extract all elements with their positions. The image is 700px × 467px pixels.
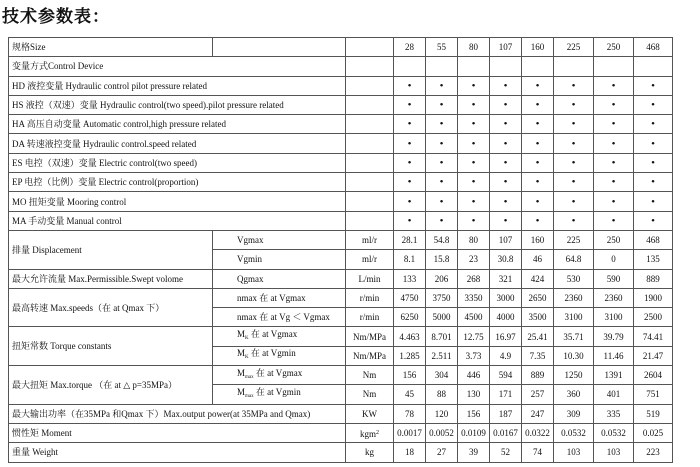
- power-label: 最大输出功率（在35MPa 和Qmax 下）Max.output power(at 35MPa and Qmax): [9, 404, 346, 423]
- value-cell: 594: [490, 366, 522, 385]
- symbol-cell: nmax 在 at Vg ＜ Vgmax: [213, 308, 346, 327]
- value-cell: 0.0109: [458, 423, 490, 442]
- availability-dot: •: [458, 211, 490, 230]
- availability-dot: •: [394, 76, 426, 95]
- availability-dot: •: [426, 153, 458, 172]
- availability-dot: •: [490, 115, 522, 134]
- value-cell: 39.79: [594, 327, 634, 346]
- availability-dot: •: [458, 134, 490, 153]
- availability-dot: •: [522, 192, 554, 211]
- value-cell: 160: [522, 230, 554, 249]
- value-cell: 2650: [522, 288, 554, 307]
- size-cell: 28: [394, 38, 426, 57]
- value-cell: 54.8: [426, 230, 458, 249]
- availability-dot: •: [522, 76, 554, 95]
- availability-dot: •: [594, 153, 634, 172]
- row-es: [9, 153, 673, 172]
- availability-dot: •: [426, 192, 458, 211]
- availability-dot: •: [426, 211, 458, 230]
- availability-dot: •: [426, 134, 458, 153]
- value-cell: 11.46: [594, 346, 634, 365]
- value-cell: 39: [458, 443, 490, 462]
- page-title: 技术参数表：: [2, 7, 110, 27]
- value-cell: 135: [634, 250, 673, 269]
- value-cell: 74.41: [634, 327, 673, 346]
- unit-cell: Nm: [346, 366, 394, 385]
- value-cell: 45: [394, 385, 426, 404]
- availability-dot: •: [594, 95, 634, 114]
- availability-dot: •: [522, 95, 554, 114]
- size-cell: 55: [426, 38, 458, 57]
- unit-cell: KW: [346, 404, 394, 423]
- availability-dot: •: [634, 192, 673, 211]
- size-cell: 468: [634, 38, 673, 57]
- availability-dot: •: [490, 173, 522, 192]
- value-cell: 206: [426, 269, 458, 288]
- row-speed-a: [9, 288, 673, 307]
- row-hd: [9, 76, 673, 95]
- value-cell: 321: [490, 269, 522, 288]
- availability-dot: •: [634, 95, 673, 114]
- row-displacement-vgmax: [9, 230, 673, 249]
- value-cell: 4500: [458, 308, 490, 327]
- availability-dot: •: [594, 192, 634, 211]
- unit-cell: r/min: [346, 288, 394, 307]
- unit-cell: r/min: [346, 308, 394, 327]
- availability-dot: •: [594, 211, 634, 230]
- row-max-torque-a: [9, 366, 673, 385]
- value-cell: 171: [490, 385, 522, 404]
- hd-label: HD 液控变量 Hydraulic control pilot pressure related: [9, 76, 346, 95]
- value-cell: 2604: [634, 366, 673, 385]
- availability-dot: •: [458, 192, 490, 211]
- value-cell: 74: [522, 443, 554, 462]
- value-cell: 16.97: [490, 327, 522, 346]
- value-cell: 6250: [394, 308, 426, 327]
- value-cell: 1900: [634, 288, 673, 307]
- ma-label: MA 手动变量 Manual control: [9, 211, 346, 230]
- availability-dot: •: [490, 153, 522, 172]
- value-cell: 0: [594, 250, 634, 269]
- value-cell: 446: [458, 366, 490, 385]
- availability-dot: •: [458, 115, 490, 134]
- speed-label: 最高转速 Max.speeds（在 at Qmax 下）: [9, 288, 213, 327]
- da-label: DA 转速液控变量 Hydraulic control.speed related: [9, 134, 346, 153]
- unit-cell: L/min: [346, 269, 394, 288]
- unit-cell: ml/r: [346, 230, 394, 249]
- size-cell: 80: [458, 38, 490, 57]
- value-cell: 225: [554, 230, 594, 249]
- value-cell: 247: [522, 404, 554, 423]
- value-cell: 5000: [426, 308, 458, 327]
- symbol-cell: $M_{max}$ 在 at Vgmax: [213, 366, 346, 385]
- value-cell: 401: [594, 385, 634, 404]
- availability-dot: •: [634, 115, 673, 134]
- size-cell: 107: [490, 38, 522, 57]
- value-cell: 8.701: [426, 327, 458, 346]
- unit-cell: kg: [346, 443, 394, 462]
- value-cell: 0.025: [634, 423, 673, 442]
- availability-dot: •: [594, 134, 634, 153]
- size-cell: 250: [594, 38, 634, 57]
- availability-dot: •: [634, 134, 673, 153]
- value-cell: 30.8: [490, 250, 522, 269]
- value-cell: 3100: [554, 308, 594, 327]
- value-cell: 530: [554, 269, 594, 288]
- availability-dot: •: [554, 76, 594, 95]
- mo-label: MO 扭矩变量 Mooring control: [9, 192, 346, 211]
- value-cell: 2360: [594, 288, 634, 307]
- availability-dot: •: [458, 153, 490, 172]
- row-ma: [9, 211, 673, 230]
- size-cell: 160: [522, 38, 554, 57]
- value-cell: 0.0167: [490, 423, 522, 442]
- value-cell: 133: [394, 269, 426, 288]
- value-cell: 156: [458, 404, 490, 423]
- availability-dot: •: [554, 192, 594, 211]
- row-flow: [9, 269, 673, 288]
- es-label: ES 电控（双速）变量 Electric control(two speed): [9, 153, 346, 172]
- value-cell: 3350: [458, 288, 490, 307]
- value-cell: 268: [458, 269, 490, 288]
- value-cell: 88: [426, 385, 458, 404]
- availability-dot: •: [594, 173, 634, 192]
- availability-dot: •: [522, 134, 554, 153]
- value-cell: 3.73: [458, 346, 490, 365]
- value-cell: 2360: [554, 288, 594, 307]
- value-cell: 519: [634, 404, 673, 423]
- row-mo: [9, 192, 673, 211]
- value-cell: 3100: [594, 308, 634, 327]
- value-cell: 130: [458, 385, 490, 404]
- availability-dot: •: [634, 173, 673, 192]
- inertia-label: 惯性矩 Moment: [9, 423, 346, 442]
- value-cell: 187: [490, 404, 522, 423]
- value-cell: 12.75: [458, 327, 490, 346]
- row-ep: [9, 173, 673, 192]
- value-cell: 4.9: [490, 346, 522, 365]
- row-weight: [9, 443, 673, 462]
- value-cell: 0.0052: [426, 423, 458, 442]
- availability-dot: •: [490, 192, 522, 211]
- availability-dot: •: [490, 211, 522, 230]
- availability-dot: •: [554, 115, 594, 134]
- value-cell: 103: [554, 443, 594, 462]
- availability-dot: •: [490, 134, 522, 153]
- unit-cell: kgm$^2$: [346, 423, 394, 442]
- value-cell: 335: [594, 404, 634, 423]
- availability-dot: •: [554, 211, 594, 230]
- availability-dot: •: [554, 95, 594, 114]
- availability-dot: •: [394, 173, 426, 192]
- value-cell: 15.8: [426, 250, 458, 269]
- availability-dot: •: [554, 173, 594, 192]
- size-label: 规格Size: [9, 38, 213, 57]
- value-cell: 0.0532: [594, 423, 634, 442]
- value-cell: 156: [394, 366, 426, 385]
- value-cell: 103: [594, 443, 634, 462]
- availability-dot: •: [522, 211, 554, 230]
- availability-dot: •: [634, 211, 673, 230]
- value-cell: 3500: [522, 308, 554, 327]
- value-cell: 309: [554, 404, 594, 423]
- unit-cell: Nm: [346, 385, 394, 404]
- value-cell: 360: [554, 385, 594, 404]
- row-size: [9, 38, 673, 57]
- availability-dot: •: [394, 153, 426, 172]
- spec-table: [8, 37, 673, 463]
- row-control-device: [9, 57, 673, 76]
- value-cell: 23: [458, 250, 490, 269]
- value-cell: 0.0532: [554, 423, 594, 442]
- ha-label: HA 高压自动变量 Automatic control,high pressure related: [9, 115, 346, 134]
- value-cell: 21.47: [634, 346, 673, 365]
- value-cell: 1.285: [394, 346, 426, 365]
- row-torque-const-a: [9, 327, 673, 346]
- availability-dot: •: [394, 134, 426, 153]
- availability-dot: •: [426, 173, 458, 192]
- symbol-cell: nmax 在 at Vgmax: [213, 288, 346, 307]
- availability-dot: •: [594, 115, 634, 134]
- availability-dot: •: [594, 76, 634, 95]
- availability-dot: •: [394, 192, 426, 211]
- ep-label: EP 电控（比例）变量 Electric control(proportion): [9, 173, 346, 192]
- availability-dot: •: [522, 153, 554, 172]
- availability-dot: •: [458, 76, 490, 95]
- availability-dot: •: [554, 153, 594, 172]
- value-cell: 28.1: [394, 230, 426, 249]
- availability-dot: •: [634, 153, 673, 172]
- value-cell: 27: [426, 443, 458, 462]
- value-cell: 0.0017: [394, 423, 426, 442]
- value-cell: 250: [594, 230, 634, 249]
- availability-dot: •: [426, 115, 458, 134]
- unit-cell: Nm/MPa: [346, 346, 394, 365]
- value-cell: 2500: [634, 308, 673, 327]
- value-cell: 18: [394, 443, 426, 462]
- row-inertia: [9, 423, 673, 442]
- value-cell: 78: [394, 404, 426, 423]
- value-cell: 4750: [394, 288, 426, 307]
- row-da: [9, 134, 673, 153]
- value-cell: 80: [458, 230, 490, 249]
- value-cell: 889: [522, 366, 554, 385]
- availability-dot: •: [394, 115, 426, 134]
- value-cell: 468: [634, 230, 673, 249]
- control-device-label: 变量方式Control Device: [9, 57, 346, 76]
- row-hs: [9, 95, 673, 114]
- value-cell: 257: [522, 385, 554, 404]
- value-cell: 889: [634, 269, 673, 288]
- availability-dot: •: [394, 211, 426, 230]
- max-torque-label: 最大扭矩 Max.torque （在 at △ p=35MPa）: [9, 366, 213, 405]
- value-cell: 25.41: [522, 327, 554, 346]
- value-cell: 751: [634, 385, 673, 404]
- value-cell: 3750: [426, 288, 458, 307]
- value-cell: 46: [522, 250, 554, 269]
- value-cell: 223: [634, 443, 673, 462]
- value-cell: 4000: [490, 308, 522, 327]
- value-cell: 120: [426, 404, 458, 423]
- value-cell: 52: [490, 443, 522, 462]
- availability-dot: •: [458, 173, 490, 192]
- availability-dot: •: [522, 115, 554, 134]
- value-cell: 10.30: [554, 346, 594, 365]
- displacement-label: 排量 Displacement: [9, 230, 213, 269]
- value-cell: 35.71: [554, 327, 594, 346]
- hs-label: HS 液控（双速）变量 Hydraulic control(two speed).pilot pressure related: [9, 95, 346, 114]
- value-cell: 2.511: [426, 346, 458, 365]
- value-cell: 4.463: [394, 327, 426, 346]
- torque-const-label: 扭矩常数 Torque constants: [9, 327, 213, 366]
- symbol-cell: Qgmax: [213, 269, 346, 288]
- size-cell: 225: [554, 38, 594, 57]
- row-ha: [9, 115, 673, 134]
- availability-dot: •: [634, 76, 673, 95]
- value-cell: 0.0322: [522, 423, 554, 442]
- weight-label: 重量 Weight: [9, 443, 346, 462]
- unit-cell: Nm/MPa: [346, 327, 394, 346]
- symbol-cell: $M_K$ 在 at Vgmax: [213, 327, 346, 346]
- availability-dot: •: [458, 95, 490, 114]
- symbol-cell: $M_{max}$ 在 at Vgmin: [213, 385, 346, 404]
- availability-dot: •: [394, 95, 426, 114]
- value-cell: 8.1: [394, 250, 426, 269]
- value-cell: 64.8: [554, 250, 594, 269]
- value-cell: 1250: [554, 366, 594, 385]
- value-cell: 3000: [490, 288, 522, 307]
- availability-dot: •: [554, 134, 594, 153]
- flow-label: 最大允许流量 Max.Permissible.Swept volome: [9, 269, 213, 288]
- value-cell: 590: [594, 269, 634, 288]
- row-power: [9, 404, 673, 423]
- value-cell: 304: [426, 366, 458, 385]
- symbol-cell: $M_K$ 在 at Vgmin: [213, 346, 346, 365]
- availability-dot: •: [490, 76, 522, 95]
- availability-dot: •: [522, 173, 554, 192]
- value-cell: 424: [522, 269, 554, 288]
- availability-dot: •: [426, 95, 458, 114]
- availability-dot: •: [490, 95, 522, 114]
- availability-dot: •: [426, 76, 458, 95]
- symbol-cell: Vgmin: [213, 250, 346, 269]
- symbol-cell: Vgmax: [213, 230, 346, 249]
- value-cell: 1391: [594, 366, 634, 385]
- unit-cell: ml/r: [346, 250, 394, 269]
- value-cell: 7.35: [522, 346, 554, 365]
- value-cell: 107: [490, 230, 522, 249]
